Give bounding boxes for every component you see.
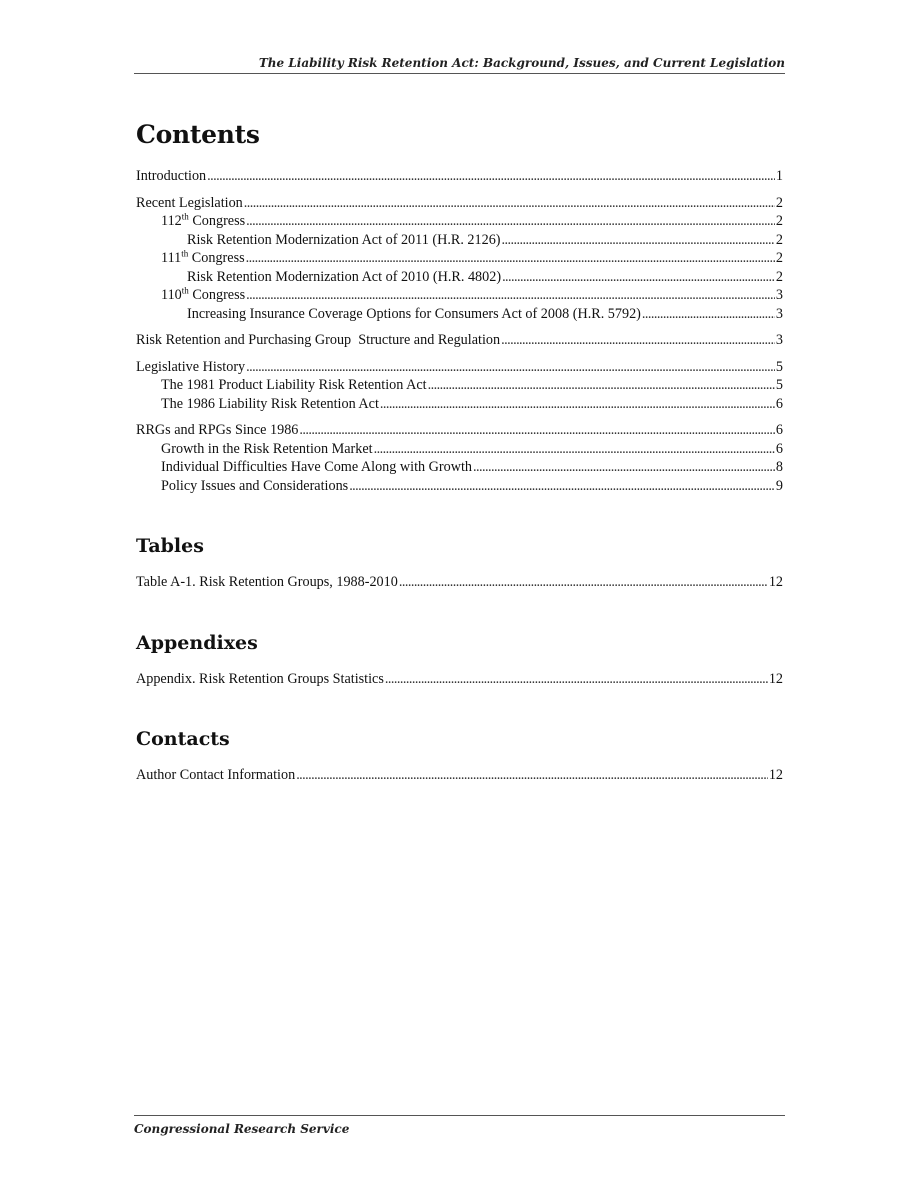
toc-page-number: 6 bbox=[775, 440, 783, 457]
toc-entry-title: Recent Legislation bbox=[136, 194, 243, 211]
dot-leader bbox=[246, 286, 775, 305]
toc-entry-title: 112th Congress bbox=[161, 211, 246, 229]
toc-entry-title: Policy Issues and Considerations bbox=[161, 477, 349, 494]
toc-entry-appendix[interactable] bbox=[136, 670, 783, 689]
toc-entry-title: Risk Retention Modernization Act of 2011 (H.R. 2126) bbox=[187, 231, 501, 248]
appendixes-list bbox=[136, 670, 783, 689]
dot-leader bbox=[299, 421, 775, 440]
toc-entry-rrgs-and-rpgs[interactable] bbox=[136, 421, 783, 440]
toc-entry-1981-act[interactable] bbox=[136, 376, 783, 395]
toc-entry-legislative-history[interactable] bbox=[136, 358, 783, 377]
toc-page-number: 2 bbox=[775, 194, 783, 211]
dot-leader bbox=[296, 766, 768, 785]
toc-page-number: 6 bbox=[775, 422, 783, 438]
table-of-contents bbox=[136, 120, 783, 785]
toc-page-number: 12 bbox=[768, 767, 783, 783]
toc-entry-title: Appendix. Risk Retention Groups Statistics bbox=[136, 670, 384, 687]
contents-heading: Contents bbox=[136, 120, 260, 149]
toc-page-number: 5 bbox=[775, 358, 783, 375]
tables-heading: Tables bbox=[136, 535, 204, 557]
dot-leader bbox=[399, 573, 768, 592]
toc-entry-title: Author Contact Information bbox=[136, 767, 296, 783]
appendixes-section bbox=[136, 632, 783, 689]
toc-entry-111th-congress[interactable] bbox=[136, 249, 783, 268]
toc-entry-112th-congress[interactable] bbox=[136, 212, 783, 231]
toc-page-number: 5 bbox=[775, 377, 783, 393]
toc-page-number: 3 bbox=[775, 332, 783, 348]
dot-leader bbox=[385, 670, 768, 689]
toc-entry-recent-legislation[interactable] bbox=[136, 194, 783, 213]
toc-page-number: 6 bbox=[775, 395, 783, 412]
toc-page-number: 3 bbox=[775, 305, 783, 322]
dot-leader bbox=[428, 376, 775, 395]
running-footer: Congressional Research Service bbox=[134, 1115, 785, 1136]
toc-entry-introduction[interactable] bbox=[136, 167, 783, 186]
toc-entry-hr-2126[interactable] bbox=[136, 231, 783, 250]
toc-page-number: 12 bbox=[768, 670, 783, 687]
toc-entry-title: Introduction bbox=[136, 168, 207, 184]
toc-entry-growth[interactable] bbox=[136, 440, 783, 459]
dot-leader bbox=[380, 395, 775, 414]
toc-entry-1986-act[interactable] bbox=[136, 395, 783, 414]
toc-entry-title: The 1986 Liability Risk Retention Act bbox=[161, 395, 379, 412]
dot-leader bbox=[642, 305, 775, 324]
dot-leader bbox=[246, 249, 775, 268]
toc-entry-table-a1[interactable] bbox=[136, 573, 783, 592]
toc-page-number: 8 bbox=[775, 459, 783, 475]
toc-page-number: 1 bbox=[775, 168, 783, 184]
dot-leader bbox=[246, 212, 775, 231]
toc-entry-policy-issues[interactable] bbox=[136, 477, 783, 496]
contacts-heading: Contacts bbox=[136, 728, 230, 750]
toc-entry-title: Risk Retention and Purchasing Group Structure and Regulation bbox=[136, 332, 501, 348]
dot-leader bbox=[207, 167, 775, 186]
toc-entry-title: Legislative History bbox=[136, 358, 246, 375]
toc-entry-structure-and-regulation[interactable] bbox=[136, 331, 783, 350]
toc-entry-title: Individual Difficulties Have Come Along with Growth bbox=[161, 459, 473, 475]
toc-page-number: 2 bbox=[775, 268, 783, 285]
toc-entry-title: Table A-1. Risk Retention Groups, 1988-2010 bbox=[136, 574, 398, 590]
toc-page-number: 2 bbox=[775, 250, 783, 266]
toc-entry-110th-congress[interactable] bbox=[136, 286, 783, 305]
tables-list bbox=[136, 573, 783, 592]
dot-leader bbox=[473, 458, 775, 477]
toc-entry-title: Increasing Insurance Coverage Options for Consumers Act of 2008 (H.R. 5792) bbox=[187, 305, 641, 322]
toc-entry-title: 111th Congress bbox=[161, 248, 245, 266]
tables-section bbox=[136, 535, 783, 592]
toc-page-number: 2 bbox=[775, 213, 783, 229]
dot-leader bbox=[244, 194, 775, 213]
contacts-section bbox=[136, 728, 783, 785]
contacts-list bbox=[136, 766, 783, 785]
toc-entry-title: Growth in the Risk Retention Market bbox=[161, 440, 373, 457]
dot-leader bbox=[349, 477, 775, 496]
toc-page-number: 2 bbox=[775, 231, 783, 248]
toc-entry-title: RRGs and RPGs Since 1986 bbox=[136, 422, 299, 438]
dot-leader bbox=[501, 331, 775, 350]
dot-leader bbox=[502, 268, 775, 287]
toc-page-number: 3 bbox=[775, 287, 783, 303]
toc-entry-title: Risk Retention Modernization Act of 2010 (H.R. 4802) bbox=[187, 268, 502, 285]
running-header: The Liability Risk Retention Act: Background, Issues, and Current Legislation bbox=[134, 56, 785, 74]
toc-entry-hr-4802[interactable] bbox=[136, 268, 783, 287]
toc-page-number: 9 bbox=[775, 477, 783, 494]
appendixes-heading: Appendixes bbox=[136, 631, 258, 654]
dot-leader bbox=[374, 440, 775, 459]
toc-entry-title: 110th Congress bbox=[161, 285, 246, 303]
toc-page-number: 12 bbox=[768, 574, 783, 590]
toc-entry-hr-5792[interactable] bbox=[136, 305, 783, 324]
toc-entry-author-contact[interactable] bbox=[136, 766, 783, 785]
dot-leader bbox=[246, 358, 775, 377]
dot-leader bbox=[502, 231, 775, 250]
contents-list bbox=[136, 167, 783, 495]
toc-entry-difficulties[interactable] bbox=[136, 458, 783, 477]
toc-entry-title: The 1981 Product Liability Risk Retention Act bbox=[161, 377, 427, 393]
